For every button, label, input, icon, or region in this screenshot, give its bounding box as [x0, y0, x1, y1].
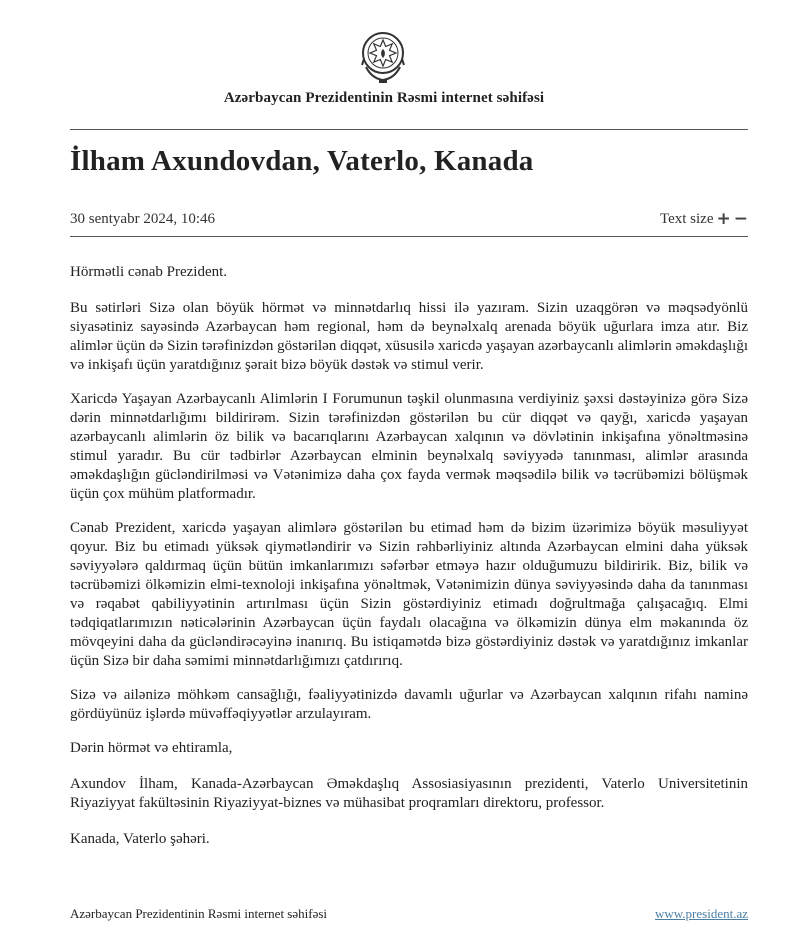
title-divider [70, 236, 748, 237]
salutation: Hörmətli cənab Prezident. [70, 264, 228, 280]
minus-icon[interactable]: − [733, 209, 748, 229]
paragraph: Bu sətirləri Sizə olan böyük hörmət və minnətdarlıq hissi ilə yazıram. Sizin uzaqgörən və məqsədyönlü siyasətiniz sayəsində Azərbaycan həm regional, həm də beynəlxalq arenada böyük uğurlara imza atır. Biz alimlər üçün də Sizin tərəfinizdən göstərilən diqqət, xüsusilə xaricdə yaşayan azərbaycanlı alimlərin əməkdaşlığı və inkişafı üçün yaratdığınız şərait bizə böyük dəstək və stimul verir. [70, 300, 748, 373]
paragraph: Cənab Prezident, xaricdə yaşayan alimlərə göstərilən bu etimad həm də bizim üzərimizə böyük məsuliyyət qoyur. Biz bu etimadı yüksək qiymətləndirir və Sizin rəhbərliyiniz altında Azərbaycan elmini daha yüksək səviyyələrə qaldırmaq üçün bütün imkanlarımızı səfərbər etməyə hazır olduğumuzu bildiririk. Biz, bilik və təcrübəmizi ölkəmizin elmi-texnoloji inkişafına yönəltmək, Vətənimizin dünya səviyyəsində daha da tanınması və rəqabət qabiliyyətinin artırılması üçün Sizin göstərdiyiniz etimadı doğrultmağa çalışacağıq. Elmi tədqiqatlarımızın nəticələrinin Azərbaycan üçün faydalı olacağına və ölkəmizin dünya elm məkanında öz mövqeyini daha da gücləndirəcəyinə inanırıq. Bu istiqamətdə bizə göstərdiyiniz dəstək və yaratdığınız imkanlar üçün Sizə bir daha səmimi minnətdarlığımızı çatdırırıq. [70, 520, 748, 669]
text-size-label: Text size [659, 211, 714, 227]
azerbaijan-emblem-icon [358, 29, 408, 85]
closing: Dərin hörmət və ehtiramla, [70, 740, 233, 756]
header-divider [70, 129, 748, 130]
site-title: Azərbaycan Prezidentinin Rəsmi internet səhifəsi [223, 90, 545, 106]
text-size-control [660, 211, 748, 228]
plus-icon[interactable]: + [716, 209, 731, 229]
article-body [70, 263, 748, 864]
location: Kanada, Vaterlo şəhəri. [70, 831, 210, 847]
paragraph: Sizə və ailənizə möhkəm cansağlığı, fəaliyyətinizdə davamlı uğurlar və Azərbaycan xalqının rifahı naminə gördüyünüz işlərdə müvəffəqiyyətlər arzulayıram. [70, 687, 748, 722]
paragraph: Xaricdə Yaşayan Azərbaycanlı Alimlərin I Forumunun təşkil olunmasına verdiyiniz şəxsi dəstəyinizə görə Sizə dərin minnətdarlığımı bildirirəm. Sizin tərəfinizdən göstərilən bu cür diqqət və qayğı, xaricdə yaşayan azərbaycanlı alimlərin öz bilik və bacarıqlarını Azərbaycan xalqının və dövlətinin inkişafına yönəltməsinə stimul yaradır. Bu cür tədbirlər Azərbaycan elminin beynəlxalq səviyyədə tanınması, alimlər arasında əməkdaşlığın gücləndirilməsi və Vətənimizə daha çox fayda vermək məqsədilə bilik və təcrübəmizi bölüşmək üçün çox mühüm platformadır. [70, 391, 748, 502]
footer-link[interactable]: www.president.az [654, 906, 748, 921]
footer-site-name: Azərbaycan Prezidentinin Rəsmi internet səhifəsi [70, 906, 328, 921]
publish-date: 30 sentyabr 2024, 10:46 [70, 211, 215, 227]
page-title: İlham Axundovdan, Vaterlo, Kanada [70, 145, 534, 177]
signature: Axundov İlham, Kanada-Azərbaycan Əməkdaşlıq Assosiasiyasının prezidenti, Vaterlo Universitetinin Riyaziyyat fakültəsinin Riyaziyyat-biznes və mühasibat proqramları direktoru, professor. [70, 776, 748, 811]
